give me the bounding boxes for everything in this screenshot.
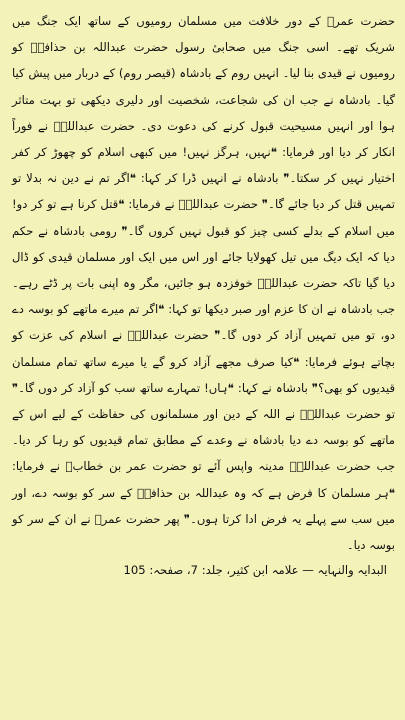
story-text — [12, 8, 395, 558]
source-citation: البدایہ والنہایہ — علامہ ابن کثیر، جلد: 7، صفحہ: 105 — [123, 563, 387, 578]
story-paragraph: حضرت عمرؓ کے دور خلافت میں مسلمان رومیوں کے ساتھ ایک جنگ میں شریک تھے۔ اسی جنگ میں صحابیٔ رسول حضرت عبداللہ بن حذافہؓ کو رومیوں نے قیدی بنا لیا۔ انہیں روم کے بادشاہ (قیصر روم) کے دربار میں پیش کیا گیا۔ بادشاہ نے جب ان کی شجاعت، شخصیت اور دلیری دیکھی تو بہت متاثر ہوا اور انہیں مسیحیت قبول کرنے کی دعوت دی۔ حضرت عبداللہؓ نے فوراً انکار کر دیا اور فرمایا: ❝نہیں، ہرگز نہیں! میں کبھی اسلام کو چھوڑ کر کفر اختیار نہیں کر سکتا۔❞ بادشاہ نے انہیں ڈرا کر کہا: ❝اگر تم نے دین نہ بدلا تو تمہیں قتل کر دیا جائے گا۔❞ حضرت عبداللہؓ نے فرمایا: ❝قتل کرنا ہے تو کر دو! میں اسلام کے بدلے کسی چیز کو قبول نہیں کروں گا۔❞ رومی بادشاہ نے حکم دیا کہ ایک دیگ میں تیل کھولایا جائے اور اس میں ایک اور مسلمان قیدی کو ڈال دیا گیا تاکہ حضرت عبداللہؓ خوفزدہ ہو جائیں، مگر وہ اپنی بات پر ڈٹے رہے۔ جب بادشاہ نے ان کا عزم اور صبر دیکھا تو کہا: ❝اگر تم میرے ماتھے کو بوسہ دے دو، تو میں تمہیں آزاد کر دوں گا۔❞ حضرت عبداللہؓ نے اسلام کی عزت کو بچاتے ہوئے فرمایا: ❝کیا صرف مجھے آزاد کرو گے یا میرے ساتھ تمام مسلمان قیدیوں کو بھی؟❞ بادشاہ نے کہا: ❝ہاں! تمہارے ساتھ سب کو آزاد کر دوں گا۔❞ تو حضرت عبداللہؓ نے اللہ کے دین اور مسلمانوں کی حفاظت کے لیے اس کے ماتھے کو بوسہ دے دیا بادشاہ نے وعدے کے مطابق تمام قیدیوں کو رہا کر دیا۔ جب حضرت عبداللہؓ مدینہ واپس آئے تو حضرت عمر بن خطابؓ نے فرمایا: ❝ہر مسلمان کا فرض ہے کہ وہ عبداللہ بن حذافہؓ کے سر کو بوسہ دے، اور میں سب سے پہلے یہ فرض ادا کرتا ہوں۔❞ پھر حضرت عمرؓ نے ان کے سر کو بوسہ دیا۔ — [12, 14, 395, 553]
